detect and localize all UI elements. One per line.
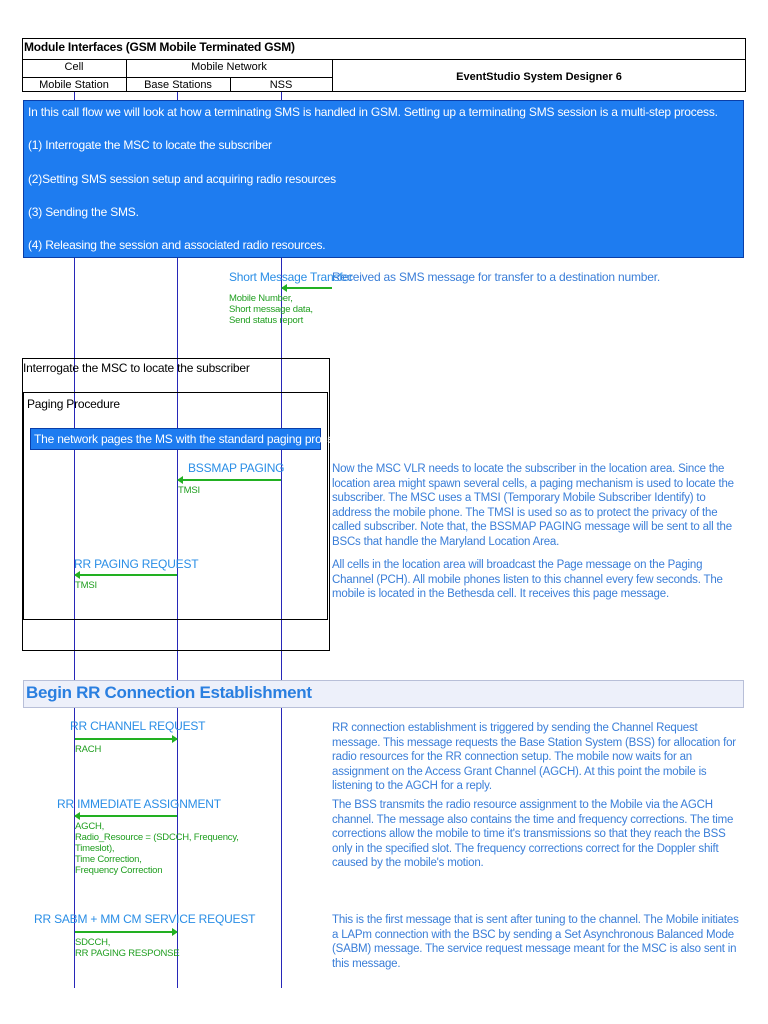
- rr-channel-request-arrow: [75, 738, 177, 740]
- short-message-transfer-note: Received as SMS message for transfer to a destination number.: [332, 270, 660, 284]
- rr-immediate-assignment-note: The BSS transmits the radio resource assignment to the Mobile via the AGCH channel. The message also contains the time and frequency corrections. The time corrections allow the mobile to time it's transmissions so that they reach the BSS only in the specified slot. The frequency corrections correct for the Doppler shift caused by the mobile's motion.: [332, 799, 734, 869]
- short-message-transfer-label: Short Message Transfer: [229, 270, 353, 284]
- short-message-transfer-param: Send status report: [229, 315, 304, 326]
- paging-action-text: The network pages the MS with the standard paging procedure.: [34, 432, 361, 446]
- base-stations-header: Base Stations: [144, 79, 212, 91]
- section-banner-title: Begin RR Connection Establishment: [26, 683, 312, 702]
- rr-sabm-service-request-param: SDCCH,: [75, 937, 111, 948]
- rr-immediate-assignment-param: Timeslot),: [75, 843, 115, 854]
- intro-step: (3) Sending the SMS.: [28, 205, 139, 219]
- nss-header: NSS: [269, 79, 293, 91]
- mobile-network-header: Mobile Network: [191, 61, 267, 73]
- short-message-transfer-param: Short message data,: [229, 304, 313, 315]
- rr-paging-request-label: RR PAGING REQUEST: [74, 557, 199, 571]
- rr-channel-request-note: RR connection establishment is triggered by sending the Channel Request message. This message requests the Base Station System (BSS) for allocation for radio resources for the RR connection setup. The mobile now waits for an assignment on the Access Grant Channel (AGCH). At this point the mobile is listening to the AGCH for a reply.: [332, 722, 736, 792]
- rr-immediate-assignment-param: Time Correction,: [75, 854, 142, 865]
- rr-immediate-assignment-param: Frequency Correction: [75, 865, 163, 876]
- paging-action-block: [30, 428, 361, 450]
- mobile-station-header: Mobile Station: [39, 79, 109, 91]
- intro-step: (1) Interrogate the MSC to locate the subscriber: [28, 138, 272, 152]
- rr-sabm-service-request-param: RR PAGING RESPONSE: [75, 948, 180, 959]
- cell-header: Cell: [64, 61, 84, 73]
- header-divider: [22, 77, 332, 78]
- rr-sabm-service-request-note: This is the first message that is sent after tuning to the channel. The Mobile initiates a LAPm connection with the BSC by sending a Set Asynchronous Balanced Mode (SABM) message. The service request message meant for the MSC is also sent in this message.: [332, 914, 739, 970]
- intro-step: (2)Setting SMS session setup and acquiring radio resources: [28, 172, 336, 186]
- section-banner: [23, 680, 744, 708]
- rr-immediate-assignment-param: Radio_Resource = (SDCCH, Frequency,: [75, 832, 239, 843]
- tool-name: EventStudio System Designer 6: [456, 70, 622, 83]
- bssmap-paging-arrow: [178, 479, 281, 481]
- short-message-transfer-arrow: [282, 287, 332, 289]
- intro-block: [23, 100, 744, 258]
- intro-text: In this call flow we will look at how a terminating SMS is handled in GSM. Setting up a terminating SMS session is a multi-step process.: [28, 105, 718, 119]
- rr-immediate-assignment-param: AGCH,: [75, 821, 105, 832]
- bssmap-paging-param: TMSI: [178, 485, 200, 496]
- rr-channel-request-label: RR CHANNEL REQUEST: [70, 719, 206, 733]
- header-divider: [22, 59, 746, 60]
- bssmap-paging-label: BSSMAP PAGING: [188, 461, 285, 475]
- paging-procedure-title: Paging Procedure: [27, 397, 120, 411]
- short-message-transfer-param: Mobile Number,: [229, 293, 293, 304]
- rr-paging-request-arrow: [75, 574, 177, 576]
- rr-immediate-assignment-arrow: [75, 815, 177, 817]
- interrogate-group-title: Interrogate the MSC to locate the subscriber: [23, 361, 250, 375]
- rr-immediate-assignment-label: RR IMMEDIATE ASSIGNMENT: [57, 797, 221, 811]
- rr-sabm-service-request-arrow: [75, 931, 177, 933]
- rr-channel-request-param: RACH: [75, 744, 102, 755]
- rr-paging-request-note: All cells in the location area will broadcast the Page message on the Paging Channel (PCH). All mobile phones listen to this channel every few seconds. The mobile is located in the Bethesda cell. It receives this page message.: [332, 559, 723, 600]
- intro-step: (4) Releasing the session and associated radio resources.: [28, 238, 326, 252]
- rr-sabm-service-request-label: RR SABM + MM CM SERVICE REQUEST: [34, 912, 256, 926]
- rr-paging-request-param: TMSI: [75, 580, 97, 591]
- paging-procedure-box: [23, 392, 328, 620]
- diagram-title: Module Interfaces (GSM Mobile Terminated GSM): [24, 40, 295, 54]
- bssmap-paging-note: Now the MSC VLR needs to locate the subscriber in the location area. Since the location area might spawn several cells, a paging mechanism is used to locate the subscriber. The MSC uses a TMSI (Temporary Mobile Subscriber Identify) to address the mobile phone. The TMSI is used so as to protect the privacy of the called subscriber. Note that, the BSSMAP PAGING message will be sent to all the BSCs that handle the Maryland Location Area.: [332, 463, 734, 548]
